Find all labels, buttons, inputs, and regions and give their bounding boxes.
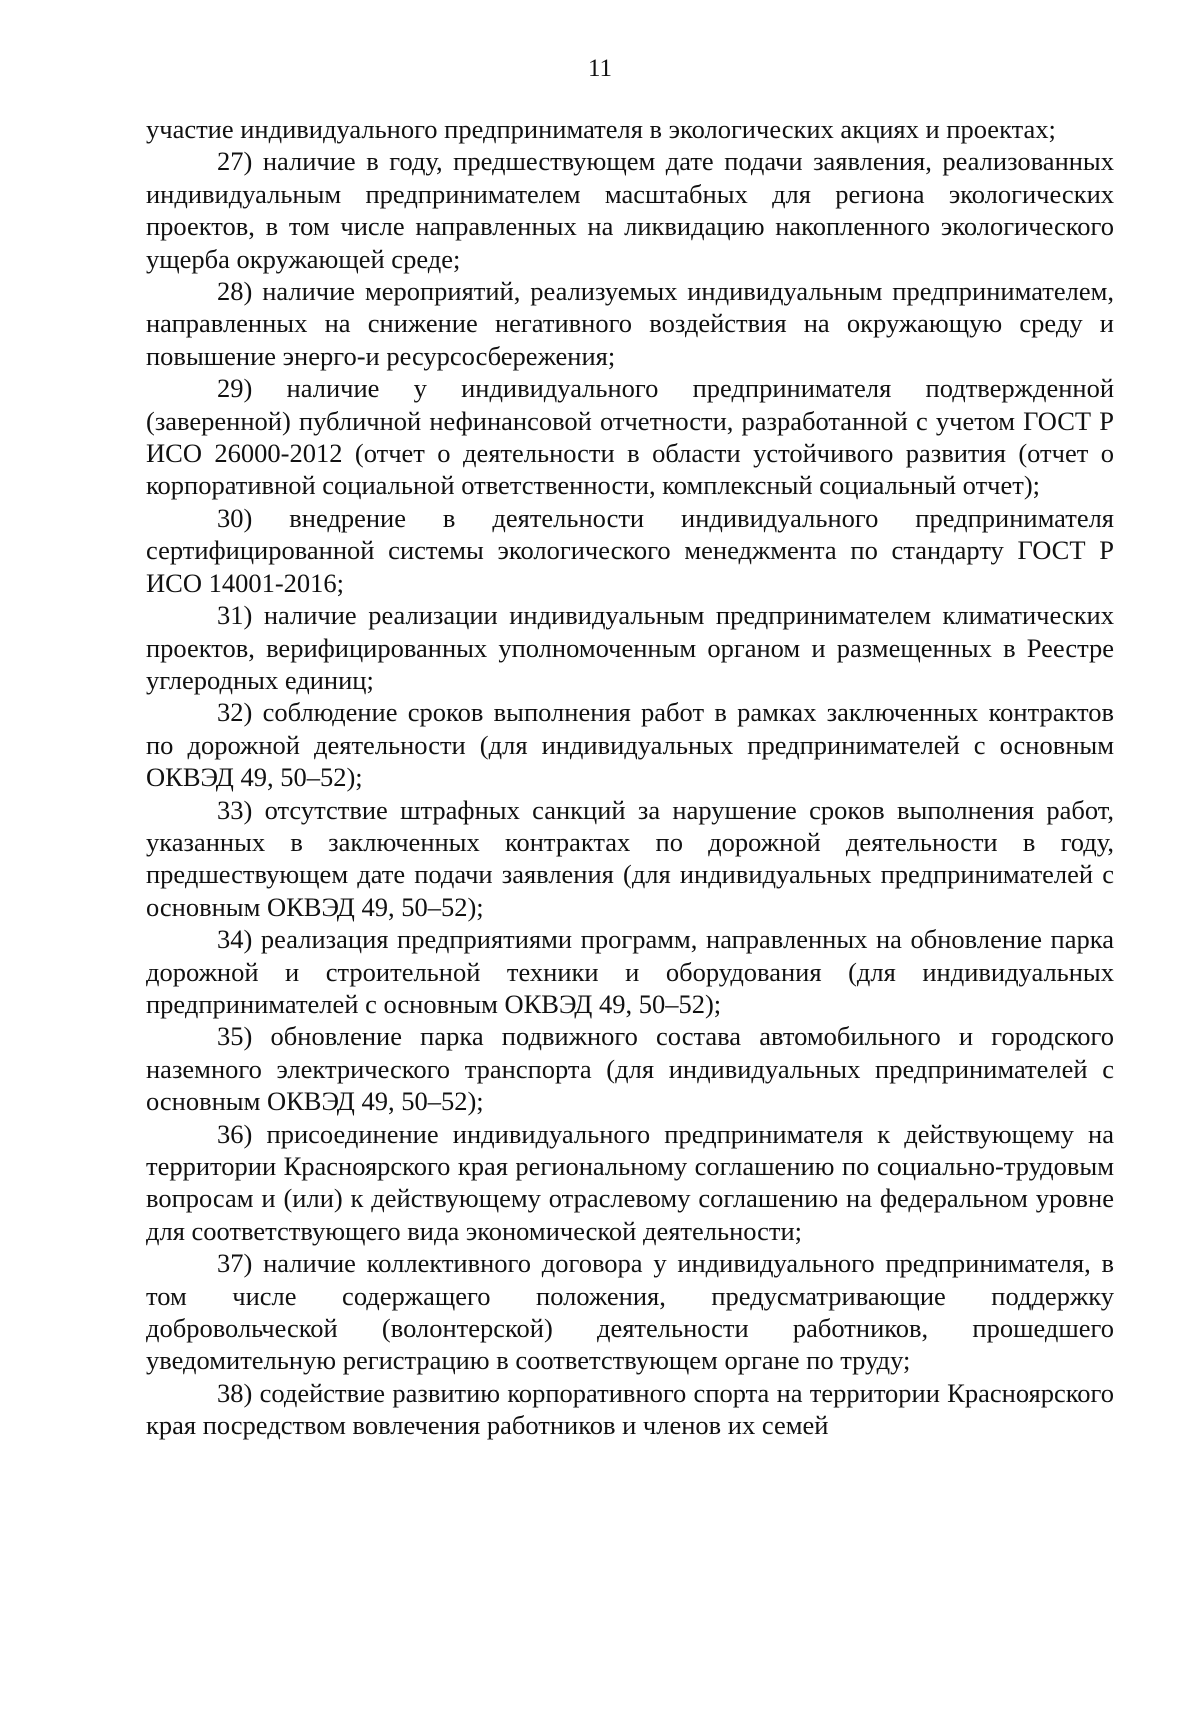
paragraph-continuation: участие индивидуального предпринимателя в экологических акциях и проектах; [146, 114, 1056, 144]
paragraph-item-36: 36) присоединение индивидуального предпринимателя к действующему на территории Красноярского края региональному соглашению по социально-трудовым вопросам и (или) к действующему отраслевому соглашению на федеральном уровне для соответствующего вида экономической деятельности; [146, 1118, 1114, 1246]
paragraph-item-28: 28) наличие мероприятий, реализуемых индивидуальным предпринимателем, направленных на снижение негативного воздействия на окружающую среду и повышение энерго-и ресурсосбережения; [146, 276, 1114, 371]
paragraph-item-33: 33) отсутствие штрафных санкций за нарушение сроков выполнения работ, указанных в заключенных контрактах по дорожной деятельности в году, предшествующем дате подачи заявления (для индивидуальных предпринимателей с основным ОКВЭД 49, 50–52); [146, 794, 1114, 922]
paragraph-item-38: 38) содействие развитию корпоративного спорта на территории Красноярского края посредством вовлечения работников и членов их семей [146, 1377, 1114, 1441]
paragraph-item-35: 35) обновление парка подвижного состава автомобильного и городского наземного электрического транспорта (для индивидуальных предпринимателей с основным ОКВЭД 49, 50–52); [146, 1021, 1114, 1117]
paragraph-item-37: 37) наличие коллективного договора у индивидуального предпринимателя, в том числе содержащего положения, предусматривающие поддержку добровольческой (волонтерской) деятельности работников, прошедшего уведомительную регистрацию в соответствующем органе по труду; [146, 1248, 1114, 1376]
paragraph-item-30: 30) внедрение в деятельности индивидуального предпринимателя сертифицированной системы экологического менеджмента по стандарту ГОСТ Р ИСО 14001-2016; [146, 502, 1114, 598]
document-body [146, 113, 1114, 1442]
paragraph-item-34: 34) реализация предприятиями программ, направленных на обновление парка дорожной и строительной техники и оборудования (для индивидуальных предпринимателей с основным ОКВЭД 49, 50–52); [146, 924, 1114, 1019]
paragraph-item-27: 27) наличие в году, предшествующем дате подачи заявления, реализованных индивидуальным предпринимателем масштабных для региона экологических проектов, в том числе направленных на ликвидацию накопленного экологического ущерба окружающей среде; [146, 146, 1114, 274]
paragraph-item-31: 31) наличие реализации индивидуальным предпринимателем климатических проектов, верифицированных уполномоченным органом и размещенных в Реестре углеродных единиц; [146, 600, 1114, 695]
paragraph-item-29: 29) наличие у индивидуального предпринимателя подтвержденной (заверенной) публичной нефинансовой отчетности, разработанной с учетом ГОСТ Р ИСО 26000-2012 (отчет о деятельности в области устойчивого развития (отчет о корпоративной социальной ответственности, комплексный социальный отчет); [146, 373, 1114, 501]
page-number: 11 [587, 55, 613, 82]
paragraph-item-32: 32) соблюдение сроков выполнения работ в рамках заключенных контрактов по дорожной деятельности (для индивидуальных предпринимателей с основным ОКВЭД 49, 50–52); [146, 697, 1114, 793]
